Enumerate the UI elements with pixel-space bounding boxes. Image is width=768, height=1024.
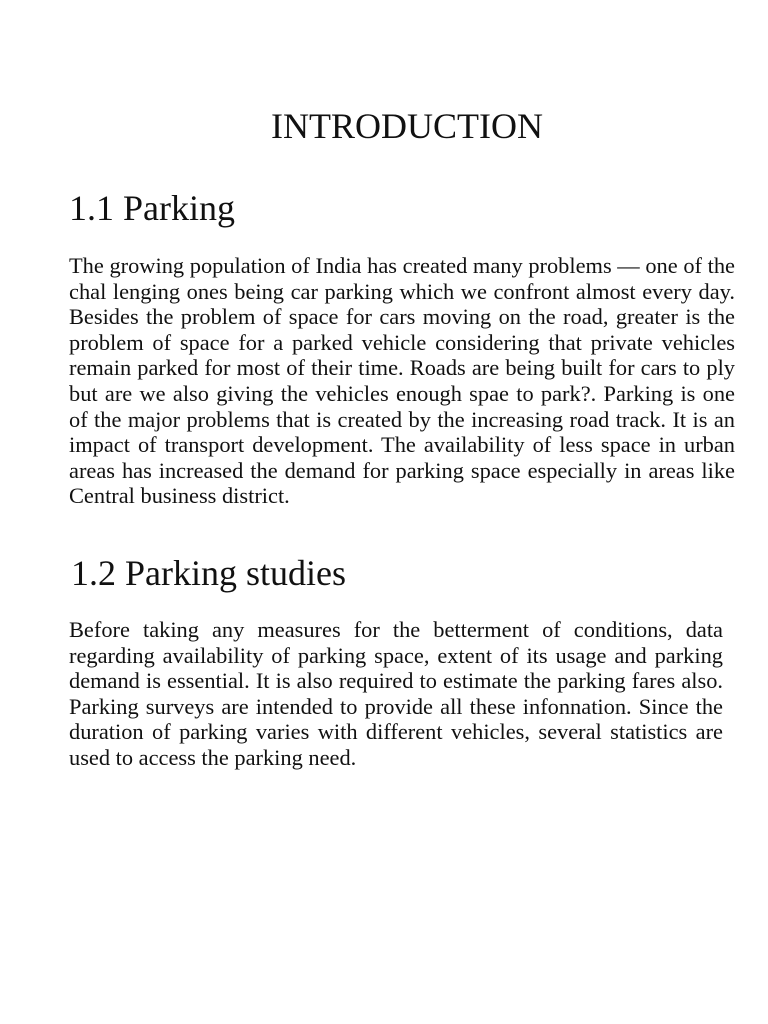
page-title: INTRODUCTION <box>271 106 543 146</box>
section-heading-parking-studies: 1.2 Parking studies <box>71 553 346 593</box>
section-paragraph-parking: The growing population of India has created many problems — one of the chal lenging ones being car parking which we confront almost every day. Besides the problem of space for cars moving on the road, greater is the problem of space for a parked vehicle considering that private vehicles remain parked for most of their time. Roads are being built for cars to ply but are we also giving the vehicles enough spae to park?. Parking is one of the major problems that is created by the increasing road track. It is an impact of transport development. The availability of less space in urban areas has increased the demand for parking space especially in areas like Central business district. <box>69 253 735 509</box>
section-paragraph-parking-studies: Before taking any measures for the betterment of conditions, data regarding availability of parking space, extent of its usage and parking demand is essential. It is also required to estimate the parking fares also. Parking surveys are intended to provide all these infonnation. Since the duration of parking varies with different vehicles, several statistics are used to access the parking need. <box>69 617 723 770</box>
section-heading-parking: 1.1 Parking <box>69 188 235 228</box>
